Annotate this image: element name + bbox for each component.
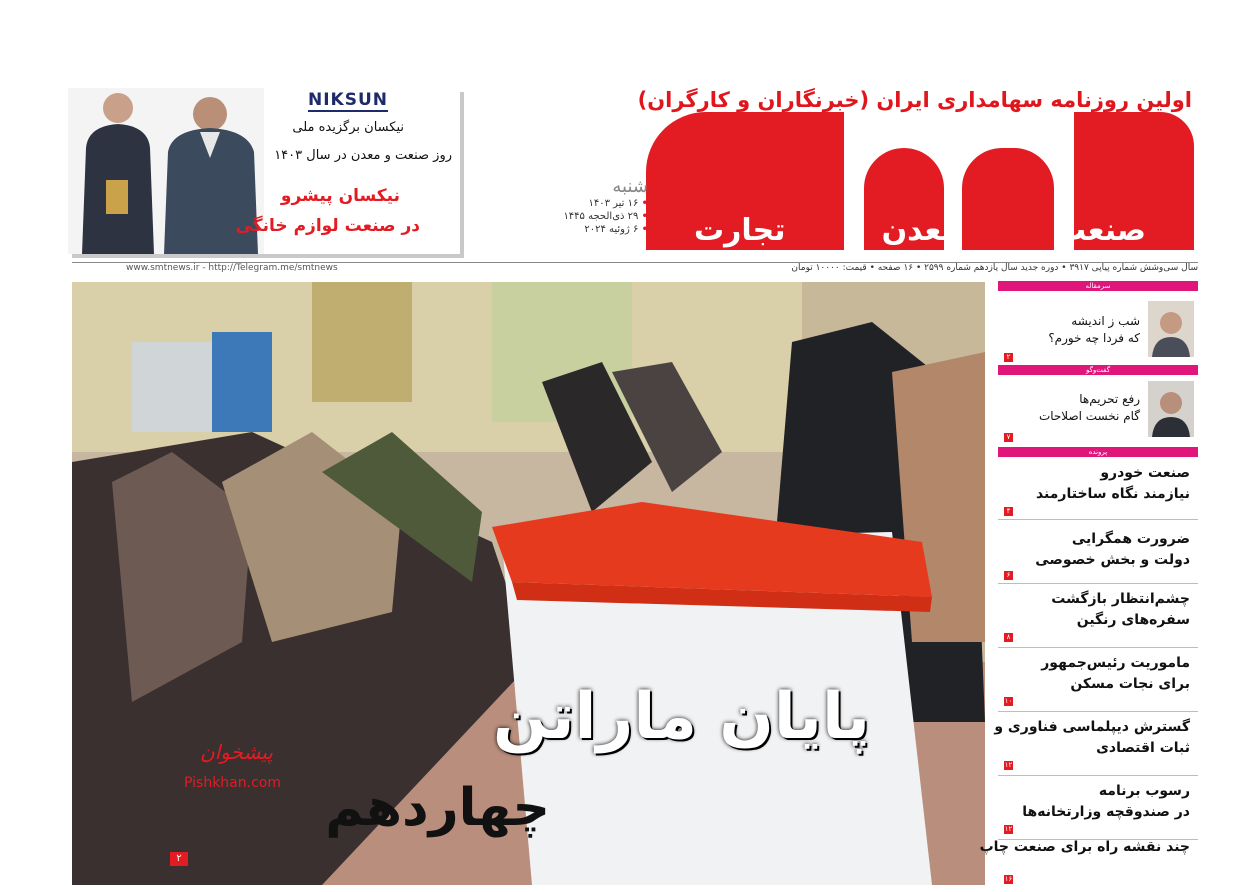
interview-title: رفع تحریم‌ها گام نخست اصلاحات <box>1038 392 1140 423</box>
dossier-item-page: ۶ <box>1004 571 1013 580</box>
date-lunar: ۲۹ ذی‌الحجه ۱۴۴۵ <box>563 211 639 222</box>
section-dossier-label: پرونده <box>998 447 1198 457</box>
day-name: شنبه <box>612 176 648 197</box>
dossier-item-title: چشم‌انتظار بازگشت سفره‌های رنگین <box>1051 591 1190 628</box>
logo-sub-trade: تجارت <box>694 213 786 248</box>
ad-slogan-2: در صنعت لوازم خانگی <box>235 216 420 236</box>
dossier-item-page: ۱۲ <box>1004 825 1013 833</box>
divider <box>998 711 1198 712</box>
dossier-item[interactable] <box>979 837 1198 887</box>
editorial-item[interactable] <box>998 291 1198 365</box>
divider <box>998 583 1198 584</box>
niksun-advertisement[interactable] <box>68 88 460 254</box>
dossier-item-page: ۱۰ <box>1004 697 1013 705</box>
interviewee-photo <box>1148 381 1194 437</box>
dossier-item[interactable] <box>998 779 1198 841</box>
dossier-item-page: ۸ <box>1004 633 1013 642</box>
dossier-item-title: صنعت خودرو نیازمند نگاه ساختارمند <box>1035 465 1190 502</box>
dossier-item-title: ضرورت همگرایی دولت و بخش خصوصی <box>1035 531 1190 568</box>
dossier-item-page: ۱۶ <box>1004 875 1013 883</box>
masthead-tagline: اولین روزنامه سهامداری ایران (خبرنگاران و کارگران) <box>637 88 1192 112</box>
logo-sub-industry: صنعت <box>1056 213 1146 248</box>
web-links[interactable]: www.smtnews.ir - http://Telegram.me/smtnews <box>126 263 338 273</box>
headline-page-number: ۲ <box>170 852 188 866</box>
headline-line-1: پایان ماراتن <box>492 680 870 754</box>
logo-sub-mine: معدن <box>881 213 961 248</box>
dossier-item-page: ۴ <box>1004 507 1013 516</box>
divider <box>998 647 1198 648</box>
dossier-item-title: چند نقشه راه برای صنعت چاپ <box>979 839 1190 855</box>
dossier-item-title: رسوب برنامه در صندوقچه وزارتخانه‌ها <box>1022 783 1190 820</box>
dossier-item[interactable] <box>998 651 1198 713</box>
date-solar: ۱۶ تیر ۱۴۰۳ <box>588 198 639 209</box>
sidebar-index <box>979 281 1198 887</box>
dossier-item[interactable] <box>998 523 1198 585</box>
date-gregorian: ۶ ژوئیه ۲۰۲۴ <box>584 224 639 235</box>
interview-item[interactable] <box>998 375 1198 447</box>
watermark-logo: پیشخوان <box>200 740 273 764</box>
dossier-item-title: گسترش دیپلماسی فناوری و ثبات اقتصادی <box>994 719 1190 756</box>
dossier-item[interactable] <box>998 459 1198 521</box>
editorial-page: ۲ <box>1004 353 1013 362</box>
dossier-item[interactable] <box>994 715 1198 777</box>
watermark-site: Pishkhan.com <box>184 775 281 791</box>
dossier-item-title: ماموریت رئیس‌جمهور برای نجات مسکن <box>1041 655 1190 692</box>
dossier-item-page: ۱۲ <box>1004 761 1013 769</box>
divider <box>998 775 1198 776</box>
headline-line-2: چهاردهم <box>325 778 550 838</box>
interview-page: ۷ <box>1004 433 1013 442</box>
ad-brand: NIKSUN <box>307 90 388 110</box>
ad-slogan-1: نیکسان پیشرو <box>280 186 400 206</box>
ad-line-2: روز صنعت و معدن در سال ۱۴۰۳ <box>274 148 452 163</box>
issue-date-block: شنبه • ۱۶ تیر ۱۴۰۳ • ۲۹ ذی‌الحجه ۱۴۴۵ • ۶ ژوئیه ۲۰۲۴ <box>548 176 648 236</box>
ad-line-1: نیکسان برگزیده ملی <box>292 120 404 135</box>
divider <box>998 519 1198 520</box>
dossier-item[interactable] <box>998 587 1198 649</box>
issue-info: سال سی‌وشش شماره پیاپی ۳۹۱۷ • دوره جدید سال یازدهم شماره ۲۵۹۹ • ۱۶ صفحه • قیمت: ۱۰۰۰۰ تومان <box>791 263 1198 273</box>
editorial-title: شب ز اندیشه که فردا چه خورم؟ <box>1048 314 1140 345</box>
author-photo <box>1148 301 1194 357</box>
section-editorial-label: سرمقاله <box>998 281 1198 291</box>
newspaper-logo <box>646 112 1194 254</box>
section-interview-label: گفت‌وگو <box>998 365 1198 375</box>
